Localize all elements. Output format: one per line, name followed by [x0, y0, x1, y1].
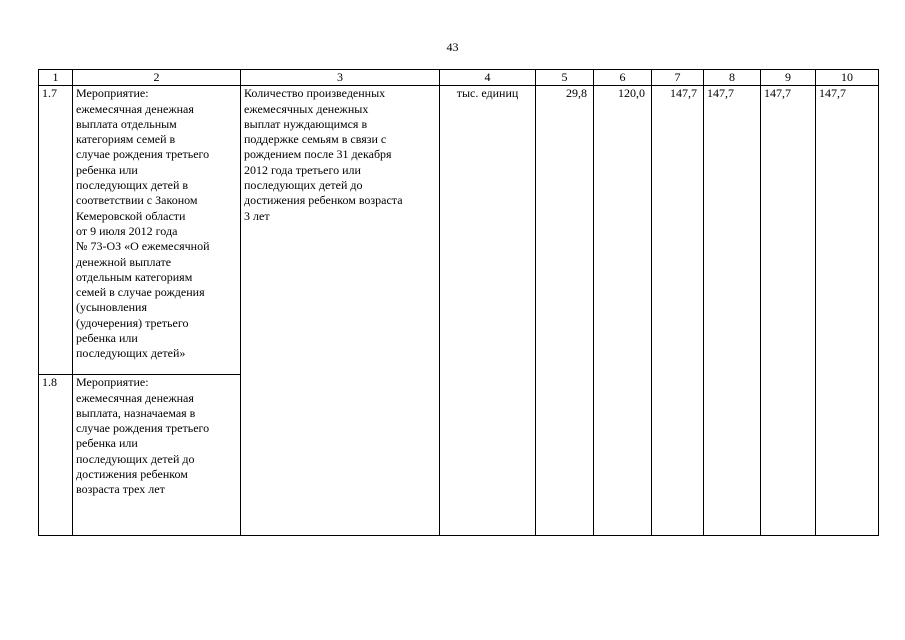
column-header: 3	[241, 70, 440, 86]
column-header: 2	[73, 70, 241, 86]
table-row	[39, 86, 879, 375]
column-header: 7	[652, 70, 704, 86]
column-header: 8	[704, 70, 761, 86]
column-header: 10	[816, 70, 879, 86]
unit-of-measure: тыс. единиц	[440, 86, 536, 536]
value-col-6: 120,0	[594, 86, 652, 536]
value-col-8: 147,7	[704, 86, 761, 536]
table-header-row	[39, 70, 879, 86]
column-header: 9	[761, 70, 816, 86]
column-header: 6	[594, 70, 652, 86]
value-col-10: 147,7	[816, 86, 879, 536]
page-number: 43	[446, 40, 459, 54]
value-col-7: 147,7	[652, 86, 704, 536]
value-col-5: 29,8	[536, 86, 594, 536]
column-header: 4	[440, 70, 536, 86]
value-col-9: 147,7	[761, 86, 816, 536]
row-number: 1.8	[39, 375, 73, 536]
indicators-table	[38, 69, 879, 536]
column-header: 1	[39, 70, 73, 86]
row-number: 1.7	[39, 86, 73, 375]
event-description: Мероприятие: ежемесячная денежная выплата, назначаемая в случае рождения третьего ребенка или последующих детей до достижения ребенком возраста трех лет	[73, 375, 241, 536]
event-description: Мероприятие: ежемесячная денежная выплата отдельным категориям семей в случае рождения третьего ребенка или последующих детей в соответствии с Законом Кемеровской области от 9 июля 2012 года № 73-ОЗ «О ежемесячной денежной выплате отдельным категориям семей в случае рождения (усыновления (удочерения) третьего ребенка или последующих детей»	[73, 86, 241, 375]
indicator-description: Количество произведенных ежемесячных денежных выплат нуждающимся в поддержке семьям в связи с рождением после 31 декабря 2012 года третьего или последующих детей до достижения ребенком возраста 3 лет	[241, 86, 440, 536]
column-header: 5	[536, 70, 594, 86]
